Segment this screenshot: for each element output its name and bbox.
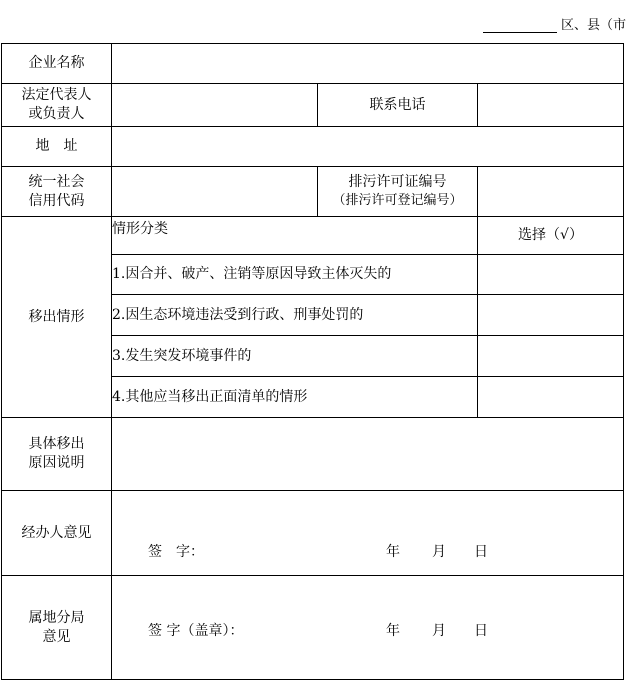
condition-text: 2.因生态环境违法受到行政、刑事处罚的	[112, 295, 478, 336]
district-label: 区、县（市	[560, 18, 626, 33]
row-reason	[2, 418, 624, 491]
row-category-header	[2, 217, 624, 255]
legal-rep-field[interactable]	[112, 84, 318, 127]
branch-opinion-field[interactable]	[112, 576, 624, 680]
branch-sign-label: 签 字（盖章）：	[148, 623, 244, 639]
branch-opinion-label: 属地分局 意见	[2, 576, 112, 680]
condition-text: 1.因合并、破产、注销等原因导致主体灭失的	[112, 255, 478, 295]
reason-label: 具体移出 原因说明	[2, 418, 112, 491]
permit-no-label: 排污许可证编号 （排污许可登记编号）	[318, 167, 478, 217]
district-blank-field[interactable]	[483, 16, 557, 33]
removal-form-table	[1, 43, 624, 680]
condition-text: 3.发生突发环境事件的	[112, 336, 478, 377]
condition-checkbox[interactable]	[478, 295, 624, 336]
choice-header: 选择（√）	[478, 217, 624, 255]
condition-checkbox[interactable]	[478, 377, 624, 418]
row-address	[2, 127, 624, 167]
row-credit-code	[2, 167, 624, 217]
permit-no-field[interactable]	[478, 167, 624, 217]
address-field[interactable]	[112, 127, 624, 167]
condition-checkbox[interactable]	[478, 255, 624, 295]
branch-day-label: 日	[474, 623, 488, 639]
phone-field[interactable]	[478, 84, 624, 127]
category-header: 情形分类	[112, 217, 478, 255]
company-name-label: 企业名称	[2, 44, 112, 84]
branch-month-label: 月	[432, 623, 446, 639]
phone-label: 联系电话	[318, 84, 478, 127]
condition-text: 4.其他应当移出正面清单的情形	[112, 377, 478, 418]
handler-sign-label: 签 字：	[148, 544, 204, 560]
handler-day-label: 日	[474, 544, 488, 560]
handler-opinion-field[interactable]	[112, 491, 624, 576]
district-header	[483, 11, 626, 33]
handler-opinion-label: 经办人意见	[2, 491, 112, 576]
row-legal-rep	[2, 84, 624, 127]
legal-rep-label: 法定代表人 或负责人	[2, 84, 112, 127]
removal-situation-label: 移出情形	[2, 217, 112, 418]
address-label: 地 址	[2, 127, 112, 167]
handler-year-label: 年	[386, 544, 400, 560]
company-name-field[interactable]	[112, 44, 624, 84]
branch-year-label: 年	[386, 623, 400, 639]
row-company-name	[2, 44, 624, 84]
credit-code-label: 统一社会 信用代码	[2, 167, 112, 217]
handler-month-label: 月	[432, 544, 446, 560]
row-branch-opinion	[2, 576, 624, 680]
row-handler-opinion	[2, 491, 624, 576]
credit-code-field[interactable]	[112, 167, 318, 217]
reason-field[interactable]	[112, 418, 624, 491]
condition-checkbox[interactable]	[478, 336, 624, 377]
